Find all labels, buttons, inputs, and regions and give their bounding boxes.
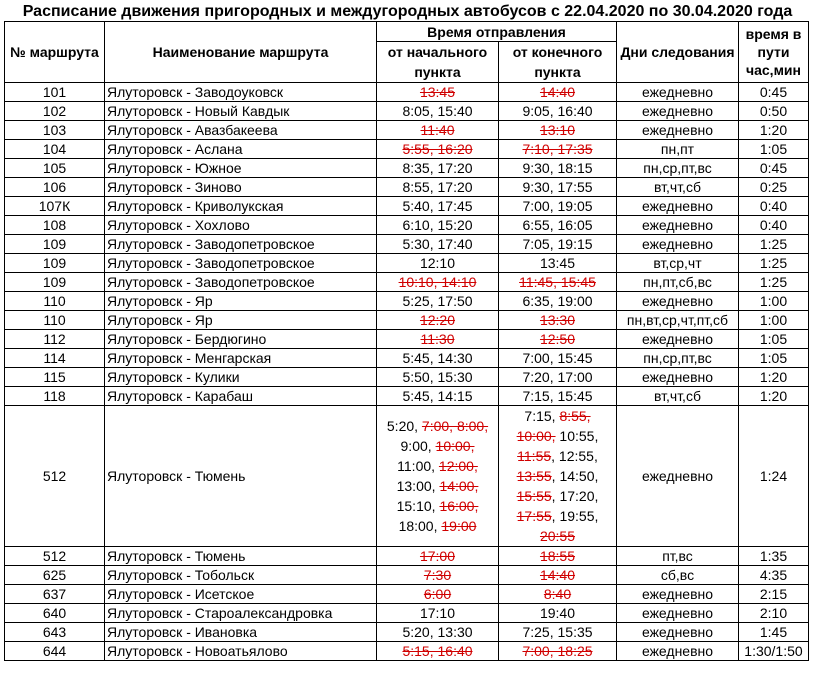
page-title: Расписание движения пригородных и междугородных автобусов с 22.04.2020 по 30.04.2020 года xyxy=(22,3,793,20)
departure-time: , 12:55, xyxy=(551,448,598,464)
departure-end-cell xyxy=(499,273,617,292)
travel-duration: 0:45 xyxy=(739,159,809,178)
route-name: Ялуторовск - Староалександровка xyxy=(105,604,377,623)
route-number: 108 xyxy=(5,216,105,235)
days-of-service: ежедневно xyxy=(617,102,739,121)
route-number: 640 xyxy=(5,604,105,623)
cancelled-time: 16:00, xyxy=(439,498,479,514)
departure-time: 15:10, xyxy=(396,498,440,514)
travel-duration: 1:20 xyxy=(739,121,809,140)
route-number: 643 xyxy=(5,623,105,642)
route-name: Ялуторовск - Яр xyxy=(105,311,377,330)
cancelled-time: 11:45, 15:45 xyxy=(519,274,596,290)
travel-duration: 0:40 xyxy=(739,216,809,235)
cancelled-time: 6:00 xyxy=(423,586,452,602)
route-name: Ялуторовск - Заводопетровское xyxy=(105,235,377,254)
departure-end-cell xyxy=(499,387,617,406)
departure-time: 5:45, 14:15 xyxy=(402,388,473,404)
cancelled-time: 5:55, 16:20 xyxy=(402,141,473,157)
cancelled-time: 20:55 xyxy=(539,528,576,544)
departure-end-cell xyxy=(499,292,617,311)
days-of-service: сб,вс xyxy=(617,566,739,585)
cancelled-time: 17:55 xyxy=(516,508,552,524)
route-number: 102 xyxy=(5,102,105,121)
table-row xyxy=(5,159,809,178)
table-row xyxy=(5,273,809,292)
route-number: 110 xyxy=(5,311,105,330)
cancelled-time: 14:40 xyxy=(539,84,576,100)
route-name: Ялуторовск - Криволукская xyxy=(105,197,377,216)
table-row xyxy=(5,235,809,254)
route-name: Ялуторовск - Новоатьялово xyxy=(105,642,377,661)
departure-end-cell xyxy=(499,368,617,387)
route-name: Ялуторовск - Тюмень xyxy=(105,406,377,547)
route-name: Ялуторовск - Хохлово xyxy=(105,216,377,235)
departure-time: 8:35, 17:20 xyxy=(402,160,473,176)
departure-end-cell xyxy=(499,178,617,197)
route-number: 107К xyxy=(5,197,105,216)
departure-start-cell xyxy=(377,121,499,140)
departure-end-cell xyxy=(499,604,617,623)
travel-duration: 1:00 xyxy=(739,311,809,330)
table-row xyxy=(5,254,809,273)
departure-start-cell xyxy=(377,387,499,406)
table-row xyxy=(5,349,809,368)
departure-time: 8:55, 17:20 xyxy=(402,179,473,195)
departure-time: 8:05, 15:40 xyxy=(402,103,473,119)
table-row xyxy=(5,178,809,197)
departure-time: 7:15, xyxy=(524,408,560,424)
cancelled-time: 11:30 xyxy=(420,331,455,347)
cancelled-time: 10:00, xyxy=(516,428,556,444)
departure-time: 9:05, 16:40 xyxy=(522,103,593,119)
cancelled-time: 13:55 xyxy=(516,468,552,484)
route-name: Ялуторовск - Заводопетровское xyxy=(105,273,377,292)
days-of-service: ежедневно xyxy=(617,604,739,623)
days-of-service: пн,вт,ср,чт,пт,сб xyxy=(617,311,739,330)
route-number: 104 xyxy=(5,140,105,159)
table-row xyxy=(5,547,809,566)
cancelled-time: 19:00 xyxy=(441,518,477,534)
departure-end-cell xyxy=(499,311,617,330)
route-number: 103 xyxy=(5,121,105,140)
departure-start-cell xyxy=(377,604,499,623)
cancelled-time: 7:00, 8:00, xyxy=(421,418,489,434)
header-route-number: № маршрута xyxy=(5,22,105,83)
departure-time: , 19:55, xyxy=(551,508,599,524)
route-name: Ялуторовск - Яр xyxy=(105,292,377,311)
days-of-service: пн,ср,пт,вс xyxy=(617,349,739,368)
departure-start-cell xyxy=(377,235,499,254)
travel-duration: 1:30/1:50 xyxy=(739,642,809,661)
departure-start-cell xyxy=(377,83,499,102)
departure-time: 7:00, 19:05 xyxy=(522,198,593,214)
departure-time: , 14:50, xyxy=(551,468,599,484)
route-name: Ялуторовск - Авазбакеева xyxy=(105,121,377,140)
departure-time: 9:30, 17:55 xyxy=(522,179,593,195)
table-row xyxy=(5,406,809,547)
route-number: 106 xyxy=(5,178,105,197)
route-name: Ялуторовск - Заводоуковск xyxy=(105,83,377,102)
header-departure-time: Время отправления xyxy=(377,22,617,42)
departure-start-cell xyxy=(377,406,499,547)
travel-duration: 2:10 xyxy=(739,604,809,623)
travel-duration: 1:25 xyxy=(739,235,809,254)
departure-time: 19:40 xyxy=(539,605,576,621)
departure-start-cell xyxy=(377,197,499,216)
travel-duration: 4:35 xyxy=(739,566,809,585)
departure-start-cell xyxy=(377,349,499,368)
days-of-service: пн,ср,пт,вс xyxy=(617,159,739,178)
days-of-service: ежедневно xyxy=(617,406,739,547)
departure-start-cell xyxy=(377,311,499,330)
departure-time: 13:00, xyxy=(396,478,440,494)
departure-end-cell xyxy=(499,197,617,216)
table-row xyxy=(5,83,809,102)
table-row xyxy=(5,623,809,642)
departure-end-cell xyxy=(499,83,617,102)
route-number: 112 xyxy=(5,330,105,349)
departure-end-cell xyxy=(499,159,617,178)
days-of-service: пн,пт xyxy=(617,140,739,159)
departure-time: 6:55, 16:05 xyxy=(522,217,593,233)
days-of-service: ежедневно xyxy=(617,235,739,254)
departure-time: 6:35, 19:00 xyxy=(522,293,593,309)
route-number: 110 xyxy=(5,292,105,311)
cancelled-time: 18:55 xyxy=(539,548,576,564)
travel-duration: 1:20 xyxy=(739,368,809,387)
route-name: Ялуторовск - Менгарская xyxy=(105,349,377,368)
departure-end-cell xyxy=(499,235,617,254)
travel-duration: 1:45 xyxy=(739,623,809,642)
cancelled-time: 7:30 xyxy=(423,567,452,583)
table-row xyxy=(5,102,809,121)
table-row xyxy=(5,585,809,604)
departure-time: 9:00, xyxy=(400,438,436,454)
route-name: Ялуторовск - Зиново xyxy=(105,178,377,197)
days-of-service: ежедневно xyxy=(617,585,739,604)
departure-start-cell xyxy=(377,140,499,159)
table-row xyxy=(5,387,809,406)
days-of-service: ежедневно xyxy=(617,121,739,140)
departure-start-cell xyxy=(377,585,499,604)
table-row xyxy=(5,216,809,235)
route-name: Ялуторовск - Бердюгино xyxy=(105,330,377,349)
departure-start-cell xyxy=(377,566,499,585)
days-of-service: пн,пт,сб,вс xyxy=(617,273,739,292)
cancelled-time: 11:55 xyxy=(517,448,552,464)
route-number: 101 xyxy=(5,83,105,102)
days-of-service: вт,чт,сб xyxy=(617,387,739,406)
route-name: Ялуторовск - Исетское xyxy=(105,585,377,604)
departure-end-cell xyxy=(499,349,617,368)
departure-time: 9:30, 18:15 xyxy=(522,160,593,176)
departure-time: 7:00, 15:45 xyxy=(522,350,593,366)
departure-start-cell xyxy=(377,273,499,292)
table-row xyxy=(5,368,809,387)
table-row xyxy=(5,292,809,311)
travel-duration: 1:05 xyxy=(739,349,809,368)
header-duration: время в пути час,мин xyxy=(739,22,809,83)
departure-start-cell xyxy=(377,330,499,349)
cancelled-time: 11:40 xyxy=(420,122,455,138)
days-of-service: вт,ср,чт xyxy=(617,254,739,273)
departure-time: 5:40, 17:45 xyxy=(402,198,473,214)
cancelled-time: 14:00, xyxy=(439,478,479,494)
departure-time: 18:00, xyxy=(398,518,442,534)
cancelled-time: 10:00, xyxy=(435,438,475,454)
travel-duration: 1:24 xyxy=(739,406,809,547)
departure-time: 5:50, 15:30 xyxy=(402,369,473,385)
schedule-table xyxy=(4,21,809,661)
departure-time: 13:45 xyxy=(539,255,576,271)
departure-start-cell xyxy=(377,642,499,661)
header-route-name: Наименование маршрута xyxy=(105,22,377,83)
table-row xyxy=(5,330,809,349)
cancelled-time: 12:50 xyxy=(539,331,576,347)
departure-start-cell xyxy=(377,547,499,566)
travel-duration: 0:25 xyxy=(739,178,809,197)
departure-end-cell xyxy=(499,121,617,140)
travel-duration: 1:25 xyxy=(739,273,809,292)
departure-end-cell xyxy=(499,585,617,604)
departure-time: 6:10, 15:20 xyxy=(402,217,473,233)
cancelled-time: 7:10, 17:35 xyxy=(522,141,593,157)
departure-start-cell xyxy=(377,292,499,311)
days-of-service: ежедневно xyxy=(617,368,739,387)
departure-time: 17:10 xyxy=(419,605,456,621)
cancelled-time: 15:55 xyxy=(516,488,552,504)
cancelled-time: 13:10 xyxy=(539,122,576,138)
departure-start-cell xyxy=(377,254,499,273)
route-number: 115 xyxy=(5,368,105,387)
days-of-service: ежедневно xyxy=(617,216,739,235)
table-row xyxy=(5,604,809,623)
departure-time: 11:00, xyxy=(397,458,439,474)
departure-time: 5:45, 14:30 xyxy=(402,350,473,366)
route-number: 644 xyxy=(5,642,105,661)
days-of-service: ежедневно xyxy=(617,83,739,102)
route-number: 118 xyxy=(5,387,105,406)
departure-start-cell xyxy=(377,102,499,121)
route-number: 512 xyxy=(5,406,105,547)
travel-duration: 0:50 xyxy=(739,102,809,121)
header-from-end: от конечного пункта xyxy=(499,42,617,83)
cancelled-time: 13:45 xyxy=(419,84,456,100)
cancelled-time: 17:00 xyxy=(419,548,456,564)
cancelled-time: 8:40 xyxy=(543,586,572,602)
days-of-service: пт,вс xyxy=(617,547,739,566)
departure-start-cell xyxy=(377,623,499,642)
departure-time: 7:20, 17:00 xyxy=(522,369,593,385)
table-row xyxy=(5,566,809,585)
departure-time: 12:10 xyxy=(419,255,456,271)
route-name: Ялуторовск - Заводопетровское xyxy=(105,254,377,273)
route-name: Ялуторовск - Кулики xyxy=(105,368,377,387)
departure-time: 5:30, 17:40 xyxy=(402,236,473,252)
departure-end-cell xyxy=(499,406,617,547)
route-name: Ялуторовск - Новый Кавдык xyxy=(105,102,377,121)
days-of-service: ежедневно xyxy=(617,642,739,661)
travel-duration: 1:00 xyxy=(739,292,809,311)
table-row xyxy=(5,121,809,140)
table-row xyxy=(5,197,809,216)
departure-start-cell xyxy=(377,159,499,178)
route-name: Ялуторовск - Ивановка xyxy=(105,623,377,642)
departure-end-cell xyxy=(499,102,617,121)
days-of-service: ежедневно xyxy=(617,292,739,311)
travel-duration: 1:05 xyxy=(739,330,809,349)
table-row xyxy=(5,140,809,159)
departure-end-cell xyxy=(499,254,617,273)
departure-end-cell xyxy=(499,623,617,642)
route-name: Ялуторовск - Аслана xyxy=(105,140,377,159)
departure-time: 5:25, 17:50 xyxy=(402,293,473,309)
departure-end-cell xyxy=(499,547,617,566)
route-number: 625 xyxy=(5,566,105,585)
cancelled-time: 7:00, 18:25 xyxy=(522,643,593,659)
header-days: Дни следования xyxy=(617,22,739,83)
days-of-service: ежедневно xyxy=(617,330,739,349)
departure-end-cell xyxy=(499,330,617,349)
travel-duration: 0:40 xyxy=(739,197,809,216)
cancelled-time: 5:15, 16:40 xyxy=(402,643,473,659)
travel-duration: 2:15 xyxy=(739,585,809,604)
cancelled-time: 13:30 xyxy=(539,312,576,328)
route-name: Ялуторовск - Тюмень xyxy=(105,547,377,566)
cancelled-time: 10:10, 14:10 xyxy=(398,274,477,290)
route-name: Ялуторовск - Южное xyxy=(105,159,377,178)
departure-time: 10:55, xyxy=(555,428,599,444)
days-of-service: ежедневно xyxy=(617,197,739,216)
departure-end-cell xyxy=(499,140,617,159)
departure-time: 5:20, 13:30 xyxy=(402,624,473,640)
route-number: 637 xyxy=(5,585,105,604)
departure-end-cell xyxy=(499,642,617,661)
days-of-service: ежедневно xyxy=(617,623,739,642)
table-row xyxy=(5,311,809,330)
departure-start-cell xyxy=(377,178,499,197)
days-of-service: вт,чт,сб xyxy=(617,178,739,197)
travel-duration: 1:05 xyxy=(739,140,809,159)
route-number: 109 xyxy=(5,273,105,292)
travel-duration: 0:45 xyxy=(739,83,809,102)
cancelled-time: 12:20 xyxy=(419,312,456,328)
table-row xyxy=(5,642,809,661)
departure-time: , 17:20, xyxy=(551,488,599,504)
route-number: 105 xyxy=(5,159,105,178)
route-name: Ялуторовск - Тобольск xyxy=(105,566,377,585)
departure-time: 5:20, xyxy=(386,418,422,434)
travel-duration: 1:20 xyxy=(739,387,809,406)
cancelled-time: 12:00, xyxy=(438,458,478,474)
route-number: 109 xyxy=(5,254,105,273)
cancelled-time: 8:55, xyxy=(559,408,591,424)
departure-time: 7:05, 19:15 xyxy=(522,236,593,252)
route-number: 512 xyxy=(5,547,105,566)
header-from-start: от начального пункта xyxy=(377,42,499,83)
route-name: Ялуторовск - Карабаш xyxy=(105,387,377,406)
departure-end-cell xyxy=(499,216,617,235)
route-number: 109 xyxy=(5,235,105,254)
route-number: 114 xyxy=(5,349,105,368)
cancelled-time: 14:40 xyxy=(539,567,576,583)
travel-duration: 1:35 xyxy=(739,547,809,566)
departure-end-cell xyxy=(499,566,617,585)
departure-start-cell xyxy=(377,368,499,387)
departure-time: 7:25, 15:35 xyxy=(522,624,593,640)
travel-duration: 1:25 xyxy=(739,254,809,273)
departure-time: 7:15, 15:45 xyxy=(522,388,593,404)
departure-start-cell xyxy=(377,216,499,235)
